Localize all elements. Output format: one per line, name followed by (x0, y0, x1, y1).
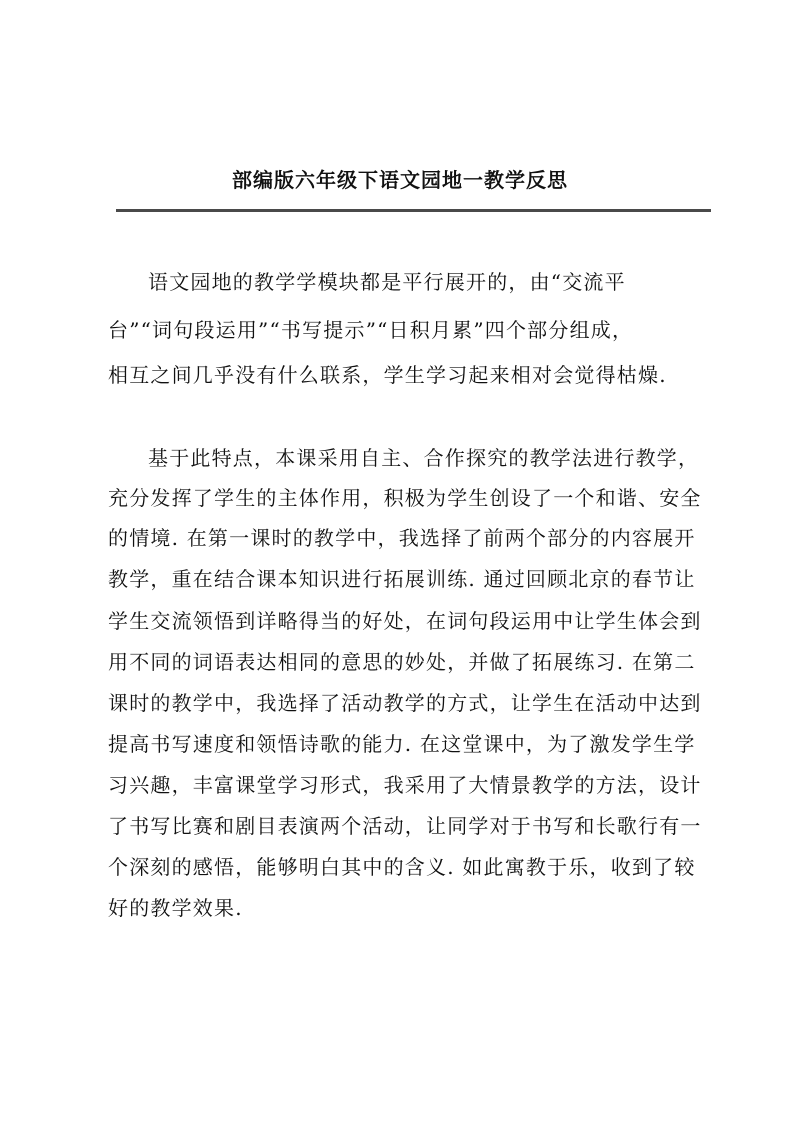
paragraph-line: 教学，重在结合课本知识进行拓展训练. 通过回顾北京的春节让 (108, 567, 696, 591)
paragraph-line: 基于此特点，本课采用自主、合作探究的教学法进行教学， (148, 446, 700, 470)
document-title: 部编版六年级下语文园地一教学反思 (232, 168, 568, 192)
paragraph-line: 用不同的词语表达相同的意思的妙处，并做了拓展练习. 在第二 (108, 650, 696, 674)
paragraph-line: 提高书写速度和领悟诗歌的能力. 在这堂课中，为了激发学生学 (108, 732, 696, 756)
paragraph-line: 好的教学效果. (108, 896, 243, 920)
paragraph-line: 个深刻的感悟，能够明白其中的含义. 如此寓教于乐，收到了较 (108, 855, 696, 879)
paragraph-line: 的情境. 在第一课时的教学中，我选择了前两个部分的内容展开 (108, 526, 696, 550)
paragraph-line: 相互之间几乎没有什么联系，学生学习起来相对会觉得枯燥. (108, 363, 667, 387)
paragraph-line: 充分发挥了学生的主体作用，积极为学生创设了一个和谐、安全 (108, 486, 702, 510)
paragraph-line: 课时的教学中，我选择了活动教学的方式，让学生在活动中达到 (108, 691, 702, 715)
paragraph-line: 了书写比赛和剧目表演两个活动，让同学对于书写和长歌行有一 (108, 814, 702, 838)
paragraph-line: 习兴趣，丰富课堂学习形式，我采用了大情景教学的方法，设计 (108, 773, 702, 797)
title-divider (116, 209, 711, 212)
paragraph-line: 学生交流领悟到详略得当的好处，在词句段运用中让学生体会到 (108, 609, 702, 633)
paragraph-line: 台”“词句段运用”“书写提示”“日积月累”四个部分组成， (108, 318, 634, 342)
paragraph-line: 语文园地的教学学模块都是平行展开的，由“交流平 (148, 270, 626, 294)
